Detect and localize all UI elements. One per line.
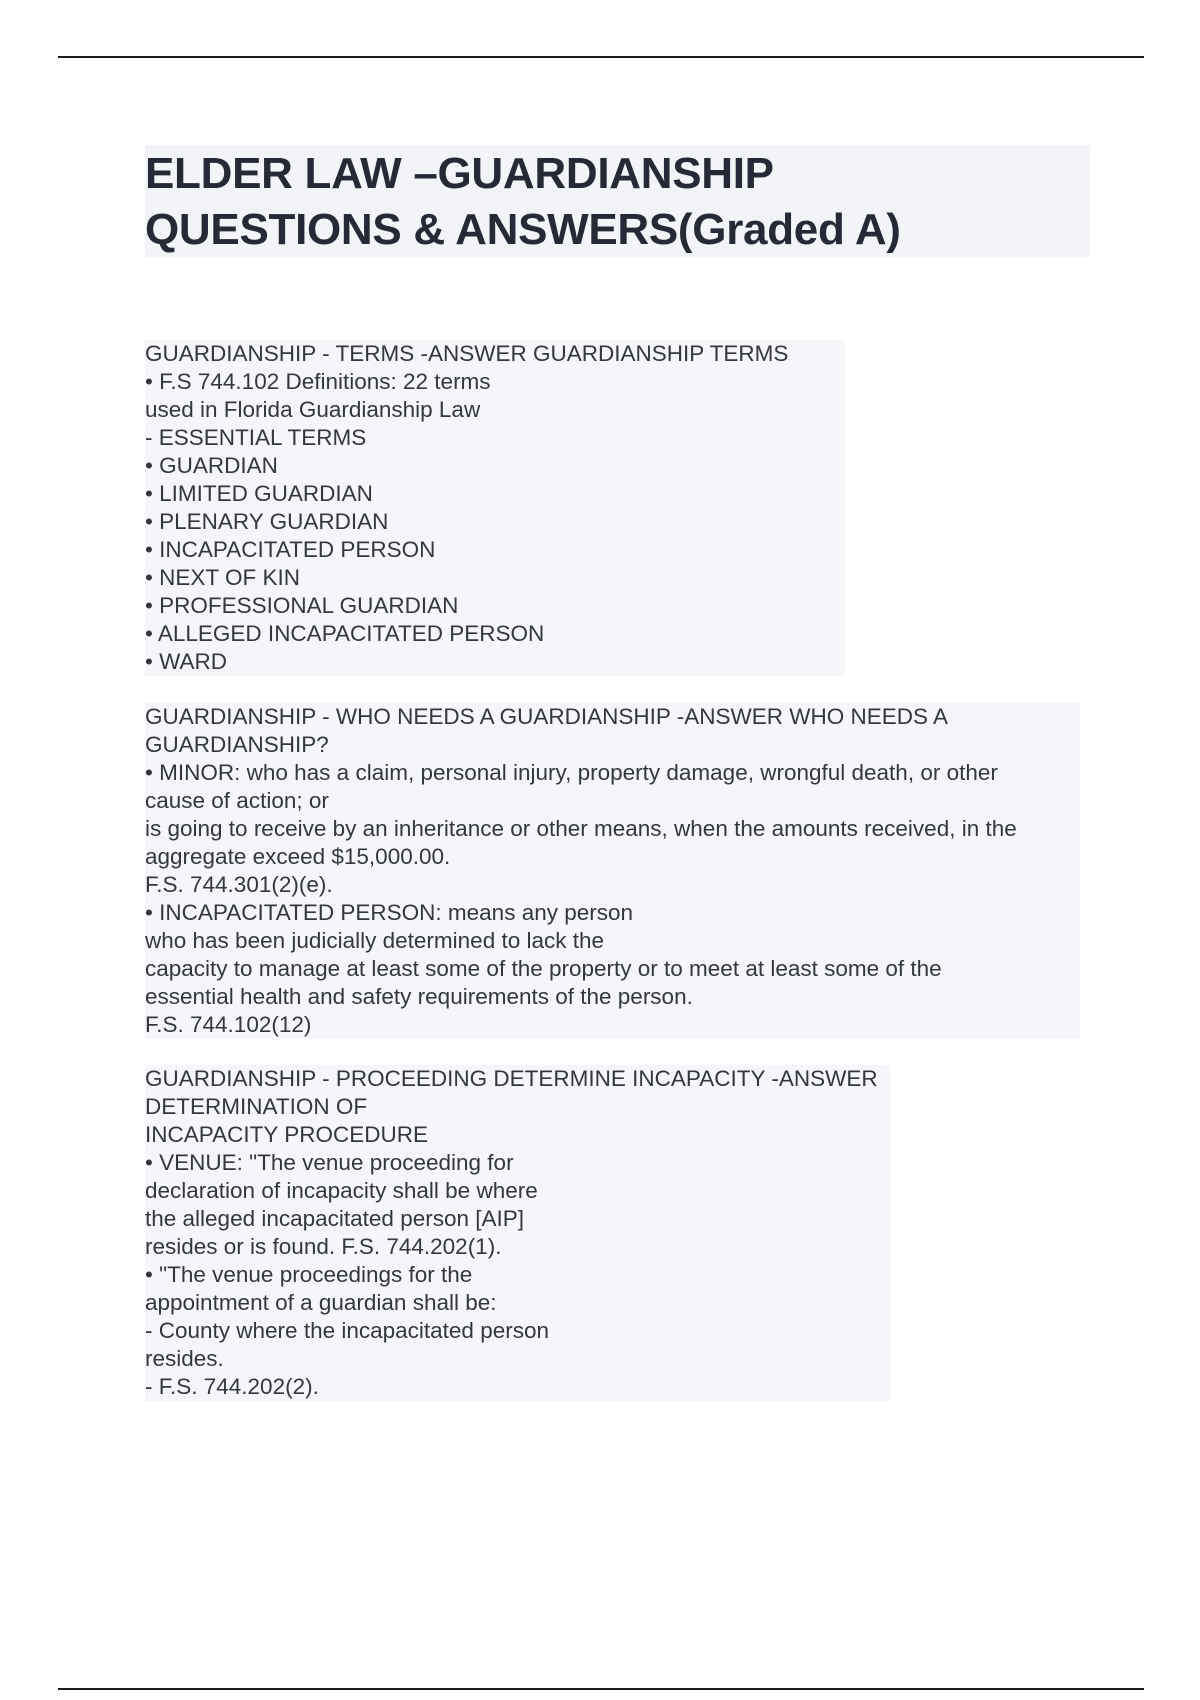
list-item: • WARD bbox=[145, 649, 228, 674]
citation: - F.S. 744.202(2). bbox=[145, 1374, 319, 1399]
title-line-2: QUESTIONS & ANSWERS(Graded A) bbox=[145, 205, 901, 254]
section-heading: GUARDIANSHIP - TERMS -ANSWER GUARDIANSHIP TERMS bbox=[145, 341, 789, 366]
text-line: capacity to manage at least some of the property or to meet at least some of the bbox=[145, 956, 942, 981]
citation: F.S. 744.301(2)(e). bbox=[145, 872, 333, 897]
section-guardianship-terms bbox=[145, 340, 845, 676]
text-line: - County where the incapacitated person bbox=[145, 1318, 549, 1343]
text-line: declaration of incapacity shall be where bbox=[145, 1178, 538, 1203]
section-heading: GUARDIANSHIP? bbox=[145, 732, 329, 757]
list-item: • GUARDIAN bbox=[145, 453, 278, 478]
title-line-1: ELDER LAW –GUARDIANSHIP bbox=[145, 149, 774, 198]
text-line: the alleged incapacitated person [AIP] bbox=[145, 1206, 525, 1231]
text-line: appointment of a guardian shall be: bbox=[145, 1290, 497, 1315]
list-item: • NEXT OF KIN bbox=[145, 565, 300, 590]
section-heading: INCAPACITY PROCEDURE bbox=[145, 1122, 428, 1147]
section-heading: GUARDIANSHIP - PROCEEDING DETERMINE INCAPACITY -ANSWER bbox=[145, 1066, 878, 1091]
text-line: • INCAPACITATED PERSON: means any person bbox=[145, 900, 634, 925]
text-line: aggregate exceed $15,000.00. bbox=[145, 844, 451, 869]
text-line: - ESSENTIAL TERMS bbox=[145, 425, 367, 450]
footer-rule bbox=[58, 1688, 1144, 1690]
text-line: cause of action; or bbox=[145, 788, 329, 813]
list-item: • INCAPACITATED PERSON bbox=[145, 537, 436, 562]
text-line: resides or is found. F.S. 744.202(1). bbox=[145, 1234, 502, 1259]
text-line: who has been judicially determined to lack the bbox=[145, 928, 605, 953]
section-who-needs-guardianship bbox=[145, 703, 1080, 1039]
text-line: • VENUE: "The venue proceeding for bbox=[145, 1150, 514, 1175]
list-item: • PROFESSIONAL GUARDIAN bbox=[145, 593, 459, 618]
section-proceeding-determine-incapacity bbox=[145, 1065, 890, 1401]
section-heading: GUARDIANSHIP - WHO NEEDS A GUARDIANSHIP -ANSWER WHO NEEDS A bbox=[145, 704, 949, 729]
text-line: resides. bbox=[145, 1346, 224, 1371]
text-line: • F.S 744.102 Definitions: 22 terms bbox=[145, 369, 491, 394]
list-item: • ALLEGED INCAPACITATED PERSON bbox=[145, 621, 545, 646]
section-heading: DETERMINATION OF bbox=[145, 1094, 368, 1119]
document-title bbox=[145, 145, 1090, 257]
text-line: • "The venue proceedings for the bbox=[145, 1262, 473, 1287]
header-rule bbox=[58, 56, 1144, 58]
citation: F.S. 744.102(12) bbox=[145, 1012, 312, 1037]
text-line: essential health and safety requirements of the person. bbox=[145, 984, 693, 1009]
list-item: • LIMITED GUARDIAN bbox=[145, 481, 373, 506]
text-line: is going to receive by an inheritance or other means, when the amounts received, in the bbox=[145, 816, 1017, 841]
text-line: used in Florida Guardianship Law bbox=[145, 397, 481, 422]
text-line: • MINOR: who has a claim, personal injury, property damage, wrongful death, or other bbox=[145, 760, 998, 785]
list-item: • PLENARY GUARDIAN bbox=[145, 509, 389, 534]
